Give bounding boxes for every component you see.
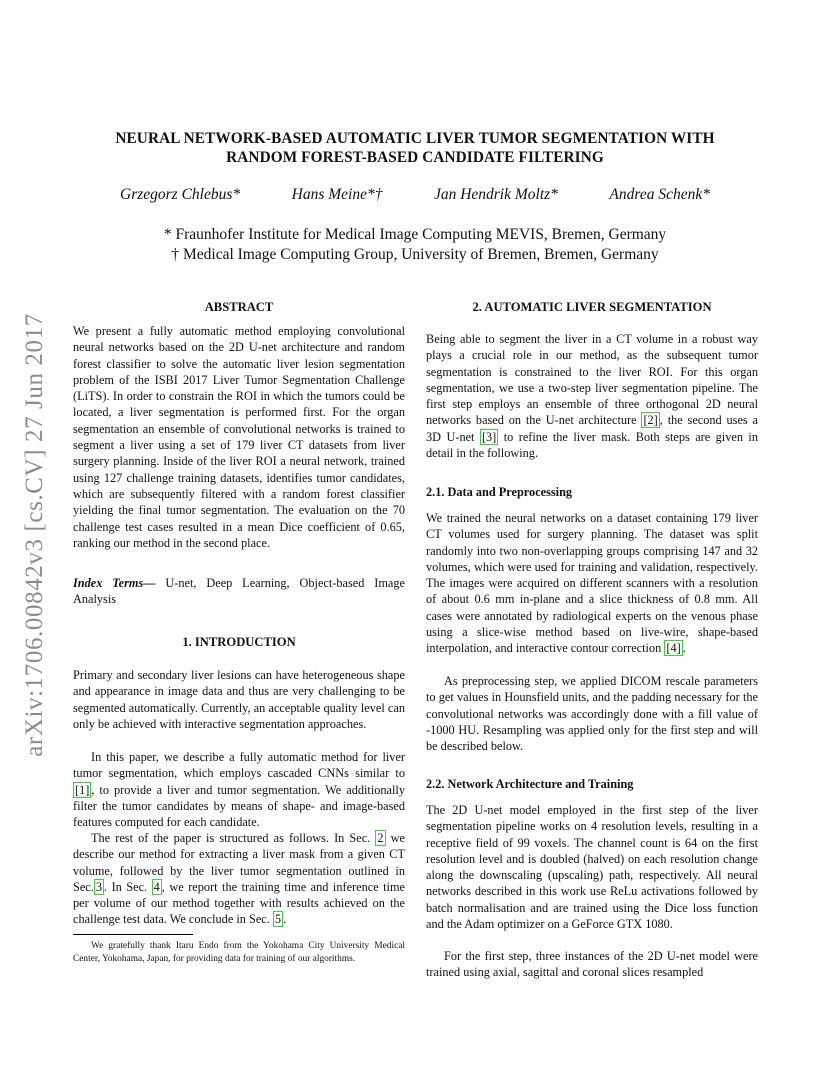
- footnote: We gratefully thank Itaru Endo from the Yokohama City University Medical Center, Yokohama, Japan, for providing data for training of our algorithms.: [73, 941, 405, 964]
- subsection-2-2-paragraph-1: The 2D U-net model employed in the first step of the liver segmentation pipeline works on 4 resolution levels, resulting in a receptive field of 99 voxels. The channel count is 64 on the first resolution level and is doubled (halved) on each resolution change along the downscaling (upscaling) path, respectively. All neural networks described in this work use ReLu activations followed by batch normalisation and are trained using the Dice loss function and the Adam optimizer on a GeForce GTX 1080.: [426, 803, 758, 932]
- intro-p3-text: . In Sec.: [104, 879, 152, 894]
- sec2-text: , the second uses a 3D U-net: [426, 413, 758, 444]
- author-name: Andrea Schenk*: [609, 186, 710, 203]
- section-link[interactable]: 2: [377, 831, 384, 845]
- sec2-text: to refine the liver mask. Both steps are given in detail in the following.: [426, 429, 758, 461]
- index-terms: [73, 575, 405, 608]
- affiliation-fraunhofer: * Fraunhofer Institute for Medical Image Computing MEVIS, Bremen, Germany: [163, 226, 667, 243]
- section-2-paragraph: [426, 331, 758, 461]
- intro-p2-text: In this paper, we describe a fully automatic method for liver tumor segmentation, which employs cascaded CNNs similar to: [73, 750, 405, 781]
- section-link[interactable]: 4: [153, 879, 160, 894]
- title-line-2: RANDOM FOREST-BASED CANDIDATE FILTERING: [226, 149, 604, 166]
- introduction-heading: 1. INTRODUCTION: [182, 635, 296, 649]
- intro-p3-text: we describe our method for extracting a liver mask from a given CT volume, followed by the liver tumor segmentation outlined in Sec.: [73, 831, 405, 894]
- subsection-2-1-heading: 2.1. Data and Preprocessing: [426, 485, 573, 499]
- author-name: Hans Meine*†: [291, 186, 383, 203]
- sub21-text: We trained the neural networks on a dataset containing 179 liver CT volumes used for surgery planning. The dataset was split randomly into two non-overlapping groups comprising 147 and 32 volumes, which were used for training and validation, respectively. The images were acquired on different scanners with a resolution of about 0.6 mm in-plane and a slice thickness of 0.8 mm. All cases were annotated by radiological experts on the venous phase using a slice-wise method based on live-wire, shape-based interpolation, and interactive contour correction: [426, 511, 758, 656]
- author-name: Grzegorz Chlebus*: [120, 186, 241, 203]
- intro-p3-text: The rest of the paper is structured as follows. In Sec.: [91, 831, 376, 845]
- section-link[interactable]: 3: [95, 879, 102, 894]
- abstract-body: We present a fully automatic method employing convolutional neural networks based on the 2D U-net architecture and random forest classifier to solve the automatic liver lesion segmentation problem of the ISBI 2017 Liver Tumor Segmentation Challenge (LiTS). In order to constrain the ROI in which the tumors could be located, a liver segmentation is performed first. For the organ segmentation an ensemble of convolutional networks is trained to segment a liver using a set of 179 liver CT datasets from liver surgery planning. Inside of the liver ROI a neural network, trained using 127 challenge training datasets, identifies tumor candidates, which are subsequently filtered with a random forest classifier yielding the final tumor segmentation. The evaluation on the 70 challenge test cases resulted in a mean Dice coefficient of 0.65, ranking our method in the second place.: [73, 324, 405, 550]
- intro-p2-text: , to provide a liver and tumor segmentation. We additionally filter the tumor candidates by means of shape- and image-based features computed for each candidate.: [73, 782, 405, 830]
- index-terms-text: U-net, Deep Learning, Object-based Image Analysis: [73, 576, 405, 607]
- intro-paragraph-3: [73, 830, 405, 928]
- abstract-heading: ABSTRACT: [204, 300, 274, 314]
- index-terms-label: Index Terms—: [73, 576, 156, 590]
- citation-link[interactable]: [2]: [643, 413, 658, 428]
- author-list: [120, 186, 710, 204]
- intro-paragraph-2: [73, 749, 405, 830]
- author-name: Jan Hendrik Moltz*: [433, 186, 558, 203]
- footnote-rule: [73, 934, 193, 935]
- title-line-1: NEURAL NETWORK-BASED AUTOMATIC LIVER TUMOR SEGMENTATION WITH: [115, 130, 715, 147]
- arxiv-identifier-sidebar: [22, 275, 48, 795]
- section-link[interactable]: 5: [274, 912, 282, 927]
- intro-p3-text: .: [283, 912, 287, 927]
- paper-title: [70, 129, 760, 167]
- affiliations: [100, 225, 730, 264]
- citation-link[interactable]: [3]: [481, 429, 497, 444]
- subsection-2-2-paragraph-2: For the first step, three instances of the 2D U-net model were trained using axial, sagittal and coronal slices resampled: [426, 949, 758, 980]
- subsection-2-2-heading: 2.2. Network Architecture and Training: [426, 777, 634, 791]
- subsection-2-1-paragraph-2: As preprocessing step, we applied DICOM rescale parameters to get values in Hounsfield units, and the padding necessary for the convolutional networks was accordingly done with a fill value of -1000 HU. Resampling was applied only for the first step and will be described below.: [426, 674, 758, 754]
- intro-p3-text: , we report the training time and inference time per volume of our method together with results achieved on the challenge test data. We conclude in Sec.: [73, 879, 406, 927]
- intro-paragraph-1: Primary and secondary liver lesions can have heterogeneous shape and appearance in image data and thus are very challenging to be segmented automatically. Currently, an acceptable quality level can only be achieved with interactive segmentation approaches.: [73, 668, 405, 731]
- affiliation-bremen: † Medical Image Computing Group, University of Bremen, Bremen, Germany: [171, 245, 659, 263]
- citation-link[interactable]: [4]: [666, 641, 681, 656]
- arxiv-identifier: arXiv:1706.00842v3 [cs.CV] 27 Jun 2017: [21, 313, 48, 757]
- subsection-2-1-paragraph-1: [426, 510, 758, 657]
- sub21-text: .: [682, 641, 686, 656]
- sec2-text: Being able to segment the liver in a CT volume in a robust way plays a crucial role in our method, as the subsequent tumor segmentation is constrained to the liver ROI. For this organ segmentation, we use a two-step liver segmentation pipeline. The first step employs an ensemble of three orthogonal 2D neural networks based on the U-net architecture: [426, 332, 758, 428]
- section-2-heading: 2. AUTOMATIC LIVER SEGMENTATION: [472, 300, 712, 314]
- citation-link[interactable]: [1]: [75, 782, 90, 797]
